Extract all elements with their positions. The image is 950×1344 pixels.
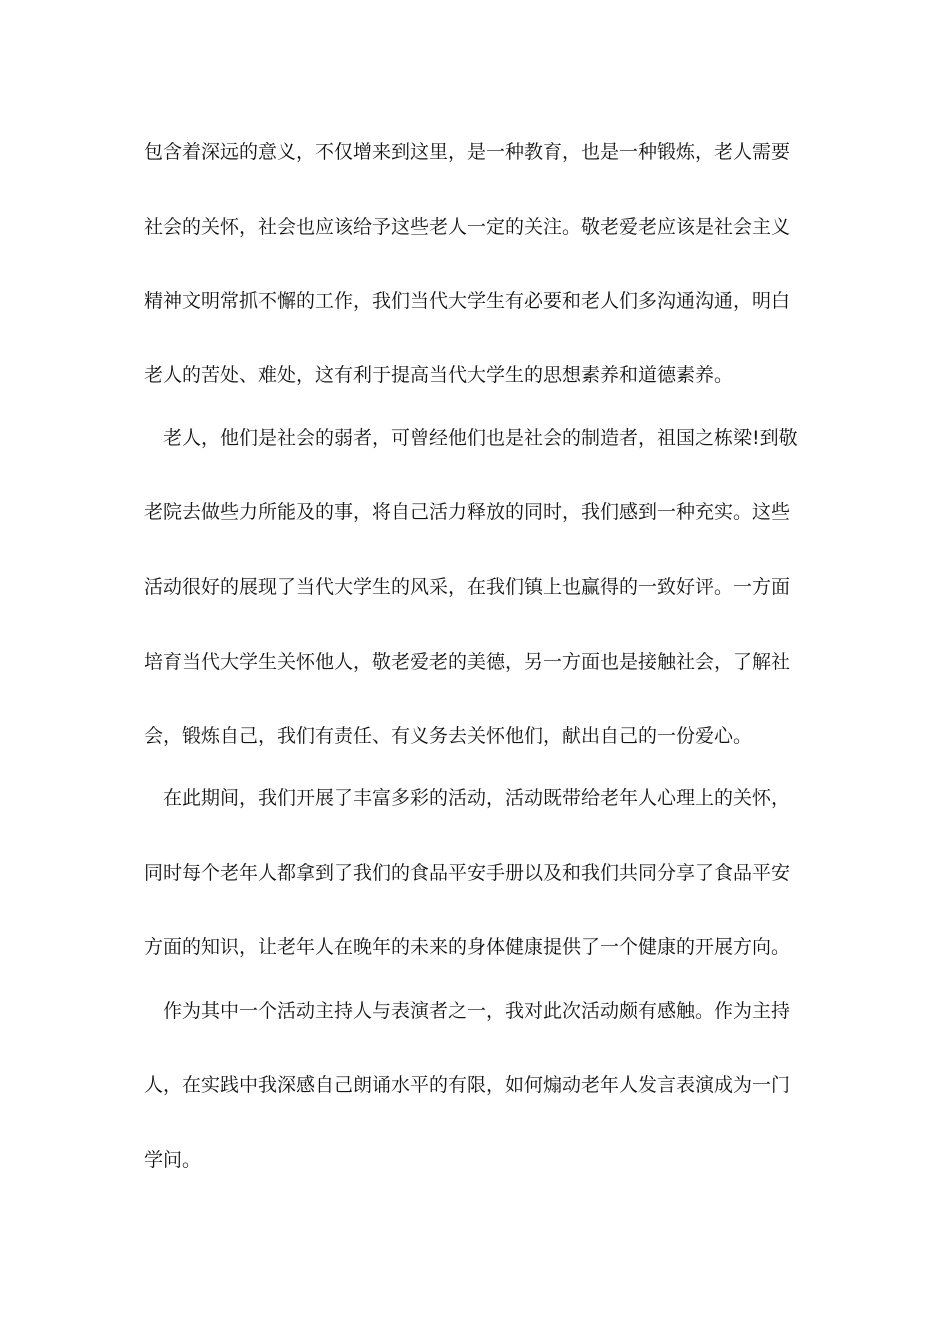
paragraph-4-line-1: 作为其中一个活动主持人与表演者之一，我对此次活动颇有感触。作为主持	[163, 1000, 791, 1022]
paragraph-2-line-3: 活动很好的展现了当代大学生的风采，在我们镇上也赢得的一致好评。一方面	[144, 576, 791, 598]
paragraph-2-line-2: 老院去做些力所能及的事，将自己活力释放的同时，我们感到一种充实。这些	[144, 501, 791, 523]
paragraph-1-line-4: 老人的苦处、难处，这有利于提高当代大学生的思想素养和道德素养。	[144, 364, 734, 386]
paragraph-4-line-3: 学问。	[144, 1149, 202, 1171]
paragraph-2-line-5: 会，锻炼自己，我们有责任、有义务去关怀他们，献出自己的一份爱心。	[144, 725, 753, 747]
paragraph-1-line-1: 包含着深远的意义，不仅增来到这里，是一种教育，也是一种锻炼，老人需要	[144, 141, 791, 163]
paragraph-4-line-2: 人，在实践中我深感自己朗诵水平的有限，如何煽动老年人发言表演成为一门	[144, 1074, 791, 1096]
paragraph-1-line-2: 社会的关怀，社会也应该给予这些老人一定的关注。敬老爱老应该是社会主义	[144, 216, 791, 238]
paragraph-2-line-4: 培育当代大学生关怀他人，敬老爱老的美德，另一方面也是接触社会，了解社	[144, 651, 791, 673]
paragraph-3-line-1: 在此期间，我们开展了丰富多彩的活动，活动既带给老年人心理上的关怀，	[163, 787, 791, 809]
paragraph-3-line-3: 方面的知识，让老年人在晚年的未来的身体健康提供了一个健康的开展方向。	[144, 936, 791, 958]
paragraph-3-line-2: 同时每个老年人都拿到了我们的食品平安手册以及和我们共同分享了食品平安	[144, 862, 791, 884]
paragraph-2-line-1: 老人，他们是社会的弱者，可曾经他们也是社会的制造者，祖国之栋梁!到敬	[163, 427, 798, 449]
paragraph-1-line-3: 精神文明常抓不懈的工作，我们当代大学生有必要和老人们多沟通沟通，明白	[144, 290, 791, 312]
